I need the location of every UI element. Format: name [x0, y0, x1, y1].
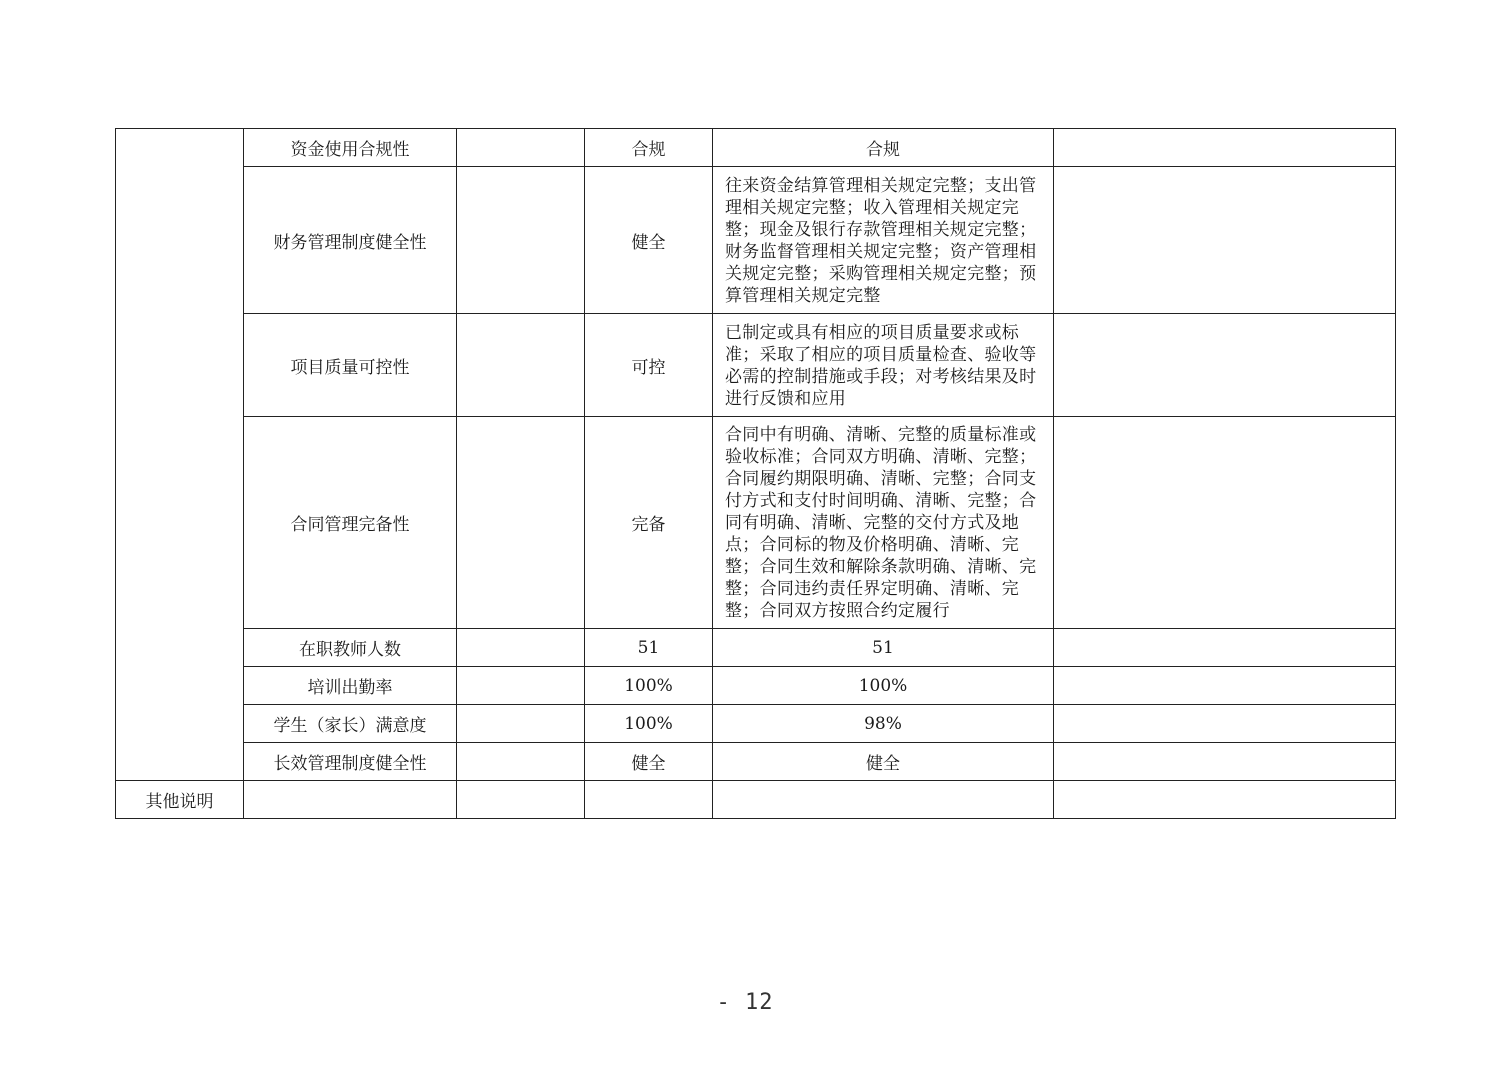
indicator-cell: 财务管理制度健全性: [244, 167, 457, 314]
performance-indicator-table: [115, 128, 1396, 819]
actual-value-cell: 合同中有明确、清晰、完整的质量标准或验收标准；合同双方明确、清晰、完整；合同履约期限明确、清晰、完整；合同支付方式和支付时间明确、清晰、完整；合同有明确、清晰、完整的交付方式及地点；合同标的物及价格明确、清晰、完整；合同生效和解除条款明确、清晰、完整；合同违约责任界定明确、清晰、完整；合同双方按照合约定履行: [713, 417, 1054, 629]
annual-target-cell: [457, 705, 585, 743]
category-cell: [116, 129, 244, 781]
other-notes-cell: [713, 781, 1054, 819]
target-value-cell: 完备: [585, 417, 713, 629]
annual-target-cell: [457, 667, 585, 705]
other-notes-row: [116, 781, 1396, 819]
table-row: [116, 417, 1396, 629]
indicator-cell: 培训出勤率: [244, 667, 457, 705]
target-value-cell: 51: [585, 629, 713, 667]
notes-cell: [1054, 167, 1396, 314]
indicator-cell: 学生（家长）满意度: [244, 705, 457, 743]
actual-value-cell: 98%: [713, 705, 1054, 743]
target-value-cell: 可控: [585, 314, 713, 417]
annual-target-cell: [457, 417, 585, 629]
table-row: [116, 667, 1396, 705]
annual-target-cell: [457, 314, 585, 417]
other-notes-cell: [457, 781, 585, 819]
table-row: [116, 629, 1396, 667]
annual-target-cell: [457, 129, 585, 167]
actual-value-cell: 健全: [713, 743, 1054, 781]
indicator-cell: 合同管理完备性: [244, 417, 457, 629]
annual-target-cell: [457, 629, 585, 667]
actual-value-cell: 已制定或具有相应的项目质量要求或标准；采取了相应的项目质量检查、验收等必需的控制措施或手段；对考核结果及时进行反馈和应用: [713, 314, 1054, 417]
actual-value-cell: 合规: [713, 129, 1054, 167]
table-row: [116, 167, 1396, 314]
table-row: [116, 705, 1396, 743]
table-row: [116, 314, 1396, 417]
other-notes-cell: [1054, 781, 1396, 819]
notes-cell: [1054, 743, 1396, 781]
indicator-cell: 资金使用合规性: [244, 129, 457, 167]
notes-cell: [1054, 417, 1396, 629]
page-number: - 12: [716, 990, 774, 1015]
notes-cell: [1054, 129, 1396, 167]
target-value-cell: 健全: [585, 743, 713, 781]
notes-cell: [1054, 705, 1396, 743]
actual-value-cell: 往来资金结算管理相关规定完整；支出管理相关规定完整；收入管理相关规定完整；现金及银行存款管理相关规定完整；财务监督管理相关规定完整；资产管理相关规定完整；采购管理相关规定完整；预算管理相关规定完整: [713, 167, 1054, 314]
annual-target-cell: [457, 167, 585, 314]
notes-cell: [1054, 314, 1396, 417]
notes-cell: [1054, 629, 1396, 667]
other-notes-cell: [244, 781, 457, 819]
target-value-cell: 100%: [585, 667, 713, 705]
target-value-cell: 100%: [585, 705, 713, 743]
table-row: [116, 129, 1396, 167]
notes-cell: [1054, 667, 1396, 705]
actual-value-cell: 51: [713, 629, 1054, 667]
table-row: [116, 743, 1396, 781]
indicator-cell: 长效管理制度健全性: [244, 743, 457, 781]
target-value-cell: 健全: [585, 167, 713, 314]
other-notes-cell: [585, 781, 713, 819]
indicator-cell: 在职教师人数: [244, 629, 457, 667]
indicator-cell: 项目质量可控性: [244, 314, 457, 417]
annual-target-cell: [457, 743, 585, 781]
target-value-cell: 合规: [585, 129, 713, 167]
actual-value-cell: 100%: [713, 667, 1054, 705]
other-notes-label: 其他说明: [116, 781, 244, 819]
